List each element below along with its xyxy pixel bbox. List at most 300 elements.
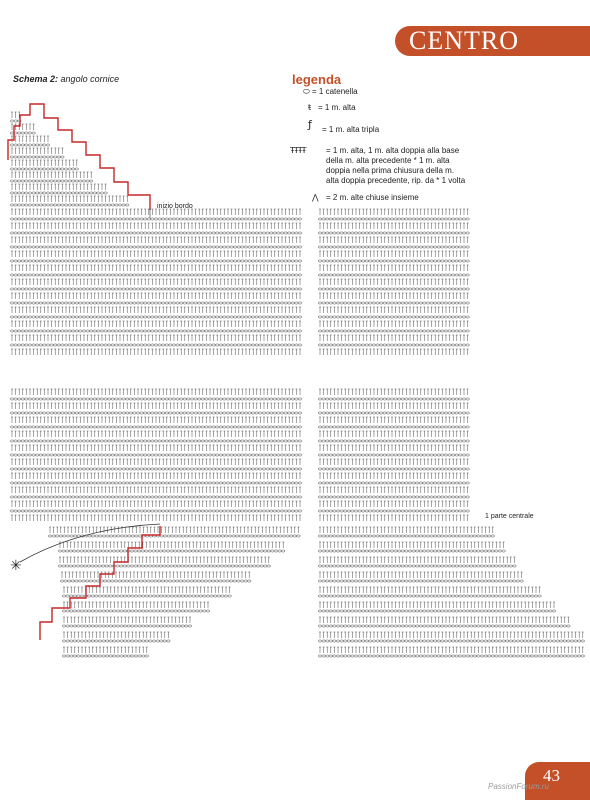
chain-mark	[17, 204, 21, 206]
chain-mark	[255, 330, 259, 332]
chain-mark	[223, 260, 227, 262]
chain-mark	[444, 232, 448, 234]
chain-mark	[336, 302, 340, 304]
chain-mark	[39, 232, 43, 234]
chain-mark	[140, 218, 144, 220]
chain-mark	[165, 218, 169, 220]
chain-mark	[133, 246, 137, 248]
chain-mark	[28, 246, 32, 248]
chain-mark	[426, 274, 430, 276]
chain-mark	[336, 330, 340, 332]
chain-mark	[14, 330, 18, 332]
chain-mark	[129, 260, 133, 262]
chain-mark	[115, 330, 119, 332]
chain-mark	[365, 218, 369, 220]
chain-mark	[79, 204, 83, 206]
chain-mark	[71, 302, 75, 304]
chain-mark	[437, 260, 441, 262]
chain-mark	[14, 316, 18, 318]
chain-mark	[10, 398, 14, 400]
chain-mark	[100, 218, 104, 220]
chain-mark	[161, 398, 165, 400]
chain-mark	[111, 232, 115, 234]
chain-mark	[322, 344, 326, 346]
chain-mark	[35, 398, 39, 400]
chain-mark	[161, 412, 165, 414]
chain-mark	[151, 232, 155, 234]
chain-mark	[241, 344, 245, 346]
chain-mark	[143, 274, 147, 276]
chain-mark	[86, 260, 90, 262]
chain-mark	[269, 302, 273, 304]
chain-mark	[423, 288, 427, 290]
chain-mark	[43, 156, 47, 158]
chain-mark	[419, 288, 423, 290]
chain-mark	[226, 412, 230, 414]
chain-mark	[133, 412, 137, 414]
cluster-stitch-icon: ŦŦŦŦ	[290, 146, 306, 155]
chain-mark	[32, 204, 36, 206]
chain-mark	[136, 412, 140, 414]
chain-mark	[57, 218, 61, 220]
chain-mark	[430, 288, 434, 290]
chain-mark	[322, 218, 326, 220]
chain-mark	[340, 246, 344, 248]
chain-mark	[233, 344, 237, 346]
chain-mark	[390, 316, 394, 318]
chain-mark	[347, 316, 351, 318]
chain-mark	[433, 218, 437, 220]
chain-mark	[154, 288, 158, 290]
chain-mark	[259, 302, 263, 304]
chain-mark	[21, 344, 25, 346]
chain-mark	[273, 232, 277, 234]
chain-mark	[14, 260, 18, 262]
chain-mark	[115, 274, 119, 276]
chain-mark	[284, 330, 288, 332]
chain-mark	[183, 316, 187, 318]
chain-mark	[215, 218, 219, 220]
chain-mark	[376, 218, 380, 220]
chain-mark	[71, 260, 75, 262]
chain-mark	[100, 398, 104, 400]
chain-mark	[93, 192, 97, 194]
chain-mark	[35, 412, 39, 414]
chain-mark	[100, 302, 104, 304]
chain-mark	[129, 412, 133, 414]
chain-mark	[82, 412, 86, 414]
chain-mark	[93, 274, 97, 276]
chain-mark	[50, 218, 54, 220]
chain-mark	[183, 274, 187, 276]
chain-mark	[455, 218, 459, 220]
chain-mark	[151, 316, 155, 318]
chain-mark	[183, 302, 187, 304]
chain-mark	[394, 330, 398, 332]
chain-mark	[50, 274, 54, 276]
chain-mark	[107, 398, 111, 400]
chain-mark	[183, 412, 187, 414]
chain-mark	[361, 330, 365, 332]
chain-mark	[372, 330, 376, 332]
chain-mark	[387, 274, 391, 276]
chain-mark	[64, 302, 68, 304]
chain-mark	[10, 144, 14, 146]
chain-mark	[158, 302, 162, 304]
chain-mark	[280, 302, 284, 304]
chain-mark	[333, 330, 337, 332]
chain-mark	[244, 274, 248, 276]
chain-mark	[266, 218, 270, 220]
chain-mark	[89, 288, 93, 290]
chain-mark	[115, 260, 119, 262]
chain-mark	[75, 168, 79, 170]
chain-mark	[111, 246, 115, 248]
chain-mark	[118, 232, 122, 234]
chain-mark	[190, 344, 194, 346]
chain-mark	[397, 288, 401, 290]
chain-mark	[71, 218, 75, 220]
chain-mark	[143, 288, 147, 290]
chain-mark	[154, 246, 158, 248]
chain-mark	[28, 192, 32, 194]
chain-mark	[68, 330, 72, 332]
chain-mark	[354, 330, 358, 332]
chain-mark	[318, 344, 322, 346]
chain-mark	[82, 398, 86, 400]
chain-mark	[118, 330, 122, 332]
chain-mark	[64, 232, 68, 234]
chain-mark	[169, 302, 173, 304]
chain-mark	[237, 288, 241, 290]
chain-mark	[451, 288, 455, 290]
chain-mark	[17, 168, 21, 170]
chain-mark	[57, 168, 61, 170]
chain-mark	[459, 260, 463, 262]
chain-mark	[397, 274, 401, 276]
chain-mark	[39, 260, 43, 262]
chain-mark	[46, 144, 50, 146]
chain-mark	[107, 344, 111, 346]
chain-mark	[241, 288, 245, 290]
chain-mark	[437, 302, 441, 304]
chain-mark	[21, 316, 25, 318]
chain-mark	[179, 330, 183, 332]
chain-mark	[455, 260, 459, 262]
chain-mark	[115, 288, 119, 290]
chain-mark	[46, 180, 50, 182]
chain-mark	[201, 232, 205, 234]
chain-mark	[187, 246, 191, 248]
chain-mark	[187, 344, 191, 346]
chain-mark	[430, 260, 434, 262]
chain-mark	[75, 274, 79, 276]
chain-mark	[394, 274, 398, 276]
chain-mark	[226, 274, 230, 276]
chain-mark	[93, 204, 97, 206]
chain-mark	[50, 168, 54, 170]
chain-mark	[322, 232, 326, 234]
chain-mark	[262, 398, 266, 400]
chain-mark	[25, 260, 29, 262]
chain-mark	[100, 330, 104, 332]
chain-mark	[25, 412, 29, 414]
chain-mark	[125, 246, 129, 248]
chain-mark	[430, 344, 434, 346]
chain-mark	[111, 330, 115, 332]
chain-mark	[28, 398, 32, 400]
chain-mark	[244, 398, 248, 400]
chain-mark	[82, 180, 86, 182]
chain-mark	[140, 316, 144, 318]
chain-mark	[237, 274, 241, 276]
chain-mark	[333, 246, 337, 248]
chain-mark	[39, 218, 43, 220]
chain-mark	[161, 232, 165, 234]
chain-mark	[219, 302, 223, 304]
chain-mark	[21, 192, 25, 194]
chain-mark	[343, 246, 347, 248]
chain-mark	[408, 316, 412, 318]
chain-mark	[318, 218, 322, 220]
chain-mark	[147, 398, 151, 400]
chain-mark	[347, 344, 351, 346]
chain-mark	[241, 232, 245, 234]
chain-mark	[262, 330, 266, 332]
chain-mark	[448, 246, 452, 248]
chain-mark	[39, 180, 43, 182]
chain-mark	[343, 274, 347, 276]
chain-mark	[133, 232, 137, 234]
chain-mark	[43, 398, 47, 400]
chain-mark	[32, 412, 36, 414]
chain-mark	[140, 260, 144, 262]
chain-mark	[394, 246, 398, 248]
chain-mark	[89, 260, 93, 262]
chain-mark	[93, 302, 97, 304]
chain-mark	[358, 218, 362, 220]
chain-mark	[32, 180, 36, 182]
chain-mark	[194, 232, 198, 234]
chain-mark	[430, 316, 434, 318]
chain-mark	[241, 274, 245, 276]
chain-mark	[75, 344, 79, 346]
chain-mark	[169, 232, 173, 234]
chain-mark	[82, 218, 86, 220]
chain-mark	[100, 260, 104, 262]
chain-mark	[39, 192, 43, 194]
chain-mark	[97, 204, 101, 206]
chain-mark	[394, 288, 398, 290]
chain-mark	[397, 330, 401, 332]
chain-mark	[347, 288, 351, 290]
chain-mark	[125, 330, 129, 332]
chain-mark	[129, 218, 133, 220]
chain-mark	[118, 302, 122, 304]
chain-mark	[383, 288, 387, 290]
chain-stitch-icon: ⬭	[303, 87, 310, 96]
chain-mark	[176, 344, 180, 346]
chain-mark	[266, 316, 270, 318]
chain-mark	[462, 302, 466, 304]
chain-mark	[466, 274, 470, 276]
chain-mark	[86, 192, 90, 194]
chain-mark	[61, 274, 65, 276]
chain-mark	[291, 246, 295, 248]
chain-mark	[118, 344, 122, 346]
chain-mark	[82, 344, 86, 346]
chain-mark	[426, 218, 430, 220]
chain-mark	[68, 274, 72, 276]
chain-mark	[369, 344, 373, 346]
chain-mark	[125, 260, 129, 262]
chain-mark	[61, 398, 65, 400]
chain-mark	[369, 218, 373, 220]
chain-mark	[35, 246, 39, 248]
chain-mark	[118, 412, 122, 414]
chain-mark	[43, 246, 47, 248]
chain-mark	[336, 274, 340, 276]
chain-mark	[61, 316, 65, 318]
chain-mark	[251, 412, 255, 414]
chain-mark	[215, 398, 219, 400]
chain-mark	[32, 192, 36, 194]
chain-mark	[43, 330, 47, 332]
chain-mark	[325, 274, 329, 276]
chain-mark	[197, 288, 201, 290]
chain-mark	[165, 398, 169, 400]
chain-mark	[430, 246, 434, 248]
chain-mark	[415, 316, 419, 318]
chain-mark	[390, 260, 394, 262]
chain-mark	[340, 316, 344, 318]
chain-mark	[462, 246, 466, 248]
chain-mark	[190, 316, 194, 318]
chain-mark	[280, 412, 284, 414]
chain-mark	[415, 330, 419, 332]
chain-mark	[14, 232, 18, 234]
chain-mark	[237, 412, 241, 414]
chain-mark	[280, 398, 284, 400]
chain-mark	[17, 180, 21, 182]
chain-mark	[336, 288, 340, 290]
chain-mark	[75, 412, 79, 414]
chain-mark	[441, 218, 445, 220]
chain-mark	[53, 288, 57, 290]
chain-mark	[115, 316, 119, 318]
chain-mark	[369, 274, 373, 276]
chain-mark	[201, 218, 205, 220]
chain-mark	[93, 316, 97, 318]
chain-mark	[408, 246, 412, 248]
chain-mark	[387, 316, 391, 318]
chain-mark	[71, 246, 75, 248]
chain-mark	[441, 316, 445, 318]
chain-mark	[46, 218, 50, 220]
chain-mark	[255, 344, 259, 346]
chain-mark	[230, 260, 234, 262]
chain-mark	[401, 218, 405, 220]
chain-mark	[183, 246, 187, 248]
chain-mark	[444, 246, 448, 248]
chain-mark	[25, 180, 29, 182]
chain-mark	[21, 330, 25, 332]
chain-mark	[401, 246, 405, 248]
chain-mark	[255, 260, 259, 262]
chain-mark	[133, 344, 137, 346]
chain-mark	[212, 412, 216, 414]
chain-mark	[412, 316, 416, 318]
chain-mark	[122, 274, 126, 276]
chain-mark	[61, 288, 65, 290]
chain-mark	[10, 120, 14, 122]
chain-mark	[201, 344, 205, 346]
chain-mark	[100, 316, 104, 318]
chain-mark	[280, 218, 284, 220]
chain-mark	[441, 274, 445, 276]
chain-mark	[151, 344, 155, 346]
chain-mark	[248, 274, 252, 276]
chain-mark	[372, 274, 376, 276]
chain-mark	[340, 344, 344, 346]
chain-mark	[187, 412, 191, 414]
chain-mark	[28, 330, 32, 332]
chain-mark	[194, 274, 198, 276]
chain-mark	[201, 398, 205, 400]
chain-mark	[455, 232, 459, 234]
chain-mark	[111, 316, 115, 318]
chain-mark	[61, 204, 65, 206]
chain-mark	[179, 316, 183, 318]
chain-mark	[419, 232, 423, 234]
chain-mark	[86, 288, 90, 290]
chain-mark	[412, 246, 416, 248]
chain-mark	[147, 330, 151, 332]
chain-mark	[46, 156, 50, 158]
chain-mark	[219, 398, 223, 400]
chain-mark	[35, 144, 39, 146]
chain-mark	[262, 344, 266, 346]
chain-mark	[347, 330, 351, 332]
chain-mark	[32, 274, 36, 276]
chain-mark	[251, 218, 255, 220]
chain-mark	[39, 316, 43, 318]
chain-mark	[208, 232, 212, 234]
chain-mark	[43, 288, 47, 290]
chain-mark	[97, 302, 101, 304]
chain-mark	[448, 330, 452, 332]
chain-mark	[32, 144, 36, 146]
chain-mark	[329, 218, 333, 220]
chain-mark	[107, 232, 111, 234]
chain-mark	[237, 330, 241, 332]
chain-mark	[129, 398, 133, 400]
chain-mark	[111, 412, 115, 414]
chain-mark	[14, 218, 18, 220]
chain-mark	[284, 412, 288, 414]
chain-mark	[401, 260, 405, 262]
chain-mark	[61, 232, 65, 234]
chain-mark	[158, 412, 162, 414]
chain-mark	[125, 344, 129, 346]
chain-mark	[82, 316, 86, 318]
chain-mark	[32, 344, 36, 346]
chain-mark	[262, 218, 266, 220]
chain-mark	[17, 144, 21, 146]
chain-mark	[241, 218, 245, 220]
chain-mark	[39, 330, 43, 332]
chain-mark	[325, 330, 329, 332]
